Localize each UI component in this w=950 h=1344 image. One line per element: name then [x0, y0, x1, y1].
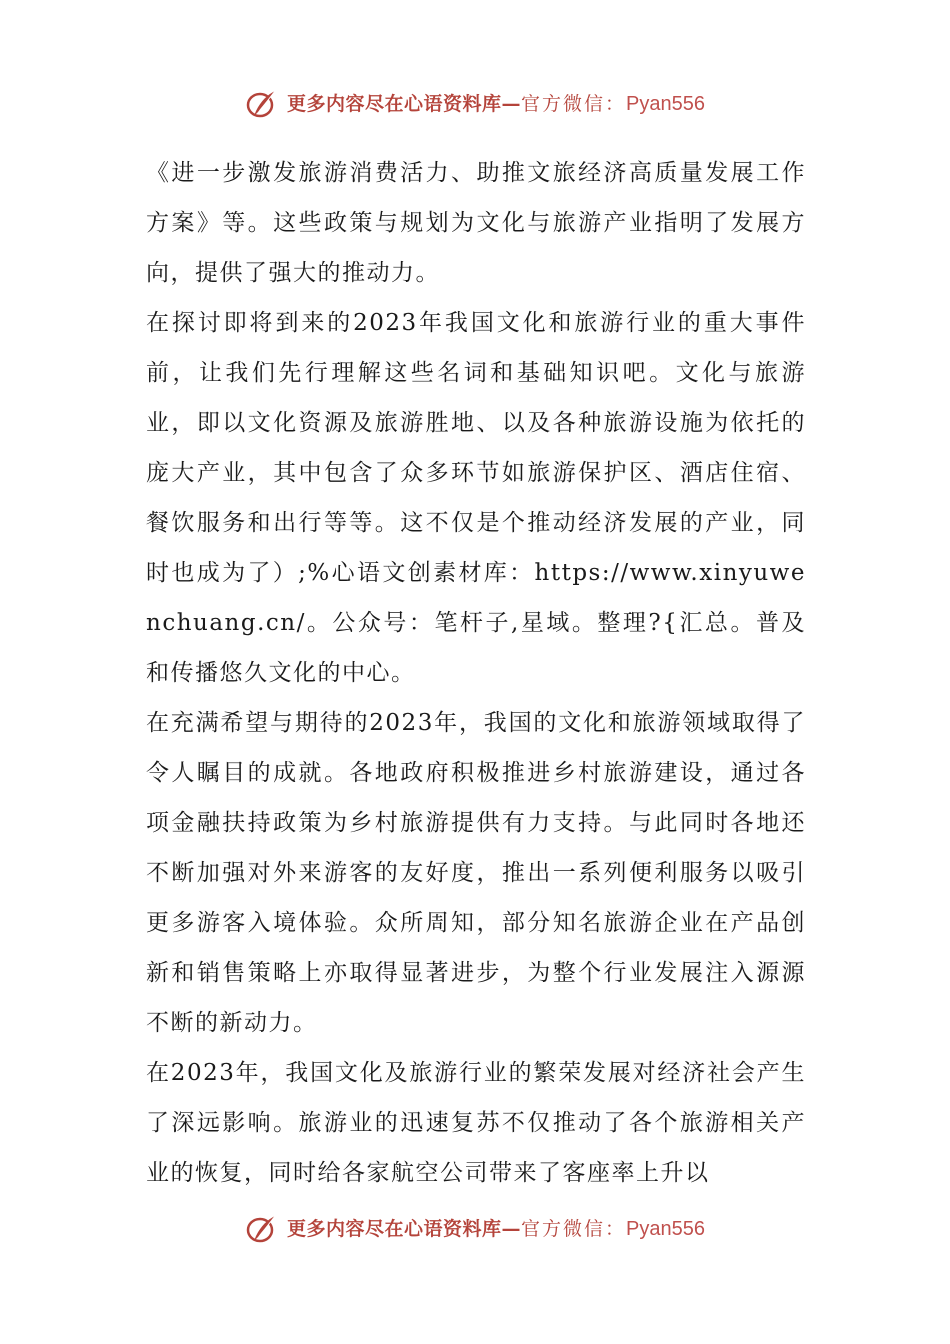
banner-wechat-id: Pyan556: [626, 1218, 705, 1240]
paragraph-3: 在充满希望与期待的2023年，我国的文化和旅游领域取得了令人瞩目的成就。各地政府积极推进乡村旅游建设，通过各项金融扶持政策为乡村旅游提供有力支持。与此同时各地还不断加强对外来游客的友好度，推出一系列便利服务以吸引更多游客入境体验。众所周知，部分知名旅游企业在产品创新和销售策略上亦取得显著进步，为整个行业发展注入源源不断的新动力。: [146, 710, 806, 1036]
paragraph-2: 在探讨即将到来的2023年我国文化和旅游行业的重大事件前，让我们先行理解这些名词和基础知识吧。文化与旅游业，即以文化资源及旅游胜地、以及各种旅游设施为依托的庞大产业，其中包含了众多环节如旅游保护区、酒店住宿、餐饮服务和出行等等。这不仅是个推动经济发展的产业，同时也成为了）;%心语文创素材库：https://www.xinyuwenchuang.cn/。公众号：笔杆子,星域。整理?{汇总。普及和传播悠久文化的中心。: [146, 310, 806, 686]
quill-pen-logo-icon: [245, 87, 279, 121]
document-body: [146, 148, 806, 1198]
banner-wechat-label: 官方微信：: [521, 1218, 627, 1240]
paragraph-4: 在2023年，我国文化及旅游行业的繁荣发展对经济社会产生了深远影响。旅游业的迅速复苏不仅推动了各个旅游相关产业的恢复，同时给各家航空公司带来了客座率上升以: [146, 1060, 806, 1186]
banner-text: 更多内容尽在心语资料库—: [287, 1218, 522, 1240]
paragraph-1: 《进一步激发旅游消费活力、助推文旅经济高质量发展工作方案》等。这些政策与规划为文化与旅游产业指明了发展方向，提供了强大的推动力。: [146, 160, 806, 286]
header-banner: [0, 82, 950, 126]
banner-wechat-label: 官方微信：: [521, 93, 627, 115]
footer-banner: [0, 1207, 950, 1251]
banner-text: 更多内容尽在心语资料库—: [287, 93, 522, 115]
banner-wechat-id: Pyan556: [626, 93, 705, 115]
quill-pen-logo-icon: [245, 1212, 279, 1246]
